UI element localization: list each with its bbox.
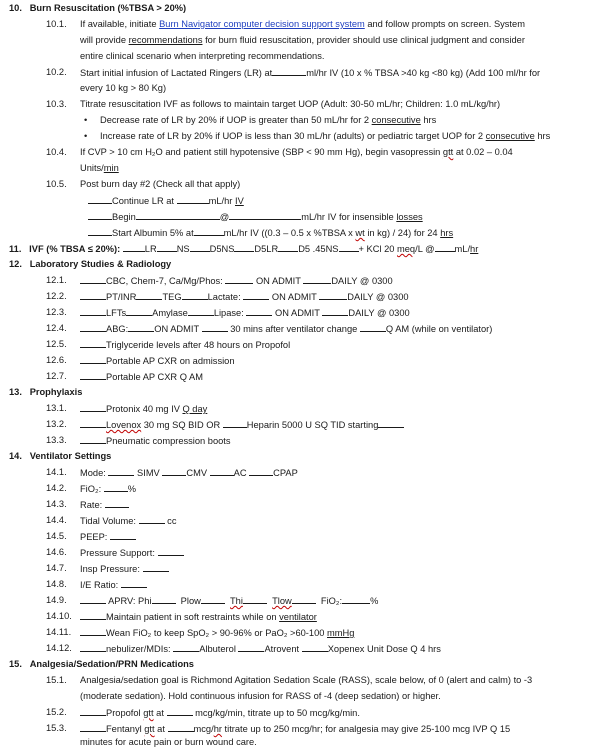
item-number: 14.3. (46, 499, 67, 509)
item-number: 14.6. (46, 547, 67, 557)
fill-blank[interactable] (110, 530, 136, 540)
item-number: 14.2. (46, 483, 67, 493)
item-text: Increase rate of LR by 20% if UOP is less than 30 mL/hr (adults) or pediatric target UOP for 2 consecutive hrs (100, 131, 551, 141)
item-number: 10.5. (46, 179, 67, 189)
checkbox-line: Start Albumin 5% at mL/hr IV ((0.3 – 0.5 x %TBSA x wt in kg) / 24) for 24 hrs (88, 226, 453, 239)
check-blank[interactable] (302, 642, 328, 652)
fill-blank[interactable] (167, 706, 193, 716)
check-blank[interactable] (80, 594, 106, 604)
item-text: Post burn day #2 (Check all that apply) (80, 179, 241, 189)
item-number: 14.8. (46, 579, 67, 589)
item-number: 14.12. (46, 643, 72, 653)
fill-blank[interactable] (243, 594, 267, 604)
item-number: 13.2. (46, 419, 67, 429)
fill-blank[interactable] (105, 498, 129, 508)
bullet: • (84, 131, 88, 141)
fill-blank[interactable] (278, 242, 298, 252)
checkbox-line: Continue LR at mL/hr IV (88, 194, 244, 207)
item-text: LFTs Amylase Lipase: ON ADMIT DAILY @ 0300 (80, 306, 410, 319)
item-text: Rate: (80, 498, 129, 511)
item-text: entire clinical scenario when interpreting recommendations. (80, 51, 325, 61)
check-blank[interactable] (80, 706, 106, 716)
section-header: 11. IVF (% TBSA ≤ 20%): LR NS D5NS D5LR D5 .45NS + KCl 20 meq/L @ mL/hr (9, 244, 479, 254)
fill-blank[interactable] (136, 210, 220, 220)
item-number: 14.10. (46, 611, 72, 621)
check-blank[interactable] (319, 290, 347, 300)
fill-blank[interactable] (190, 242, 210, 252)
check-blank[interactable] (173, 642, 199, 652)
check-blank[interactable] (303, 274, 331, 284)
item-number: 12.5. (46, 339, 67, 349)
bullet: • (84, 115, 88, 125)
item-text: every 10 kg > 80 Kg) (80, 83, 167, 93)
check-blank[interactable] (322, 306, 348, 316)
item-number: 15.3. (46, 723, 67, 733)
item-number: 12.1. (46, 275, 67, 285)
section-header (9, 2, 186, 14)
item-number: 10.2. (46, 67, 67, 77)
item-text: (moderate sedation). Hold continuous infusion for RASS of -4 (deep sedation) or higher. (80, 691, 441, 701)
check-blank[interactable] (128, 322, 154, 332)
item-text: FiO₂: % (80, 484, 137, 494)
item-text: nebulizer/MDIs: Albuterol Atrovent Xopenex Unit Dose Q 4 hrs (80, 642, 441, 655)
fill-blank[interactable] (139, 514, 165, 524)
item-text: Portable AP CXR Q AM (80, 370, 203, 383)
item-text: Fentanyl gtt at mcg/hr titrate up to 250 mcg/hr; for analgesia may give 25-100 mcg IVP Q 15 (80, 722, 510, 735)
fill-blank[interactable] (378, 418, 404, 428)
item-text: Protonix 40 mg IV Q day (80, 402, 207, 415)
check-blank[interactable] (80, 434, 106, 444)
item-text: Pneumatic compression boots (80, 434, 231, 447)
item-text: Tidal Volume: cc (80, 516, 177, 526)
fill-blank[interactable] (158, 546, 184, 556)
item-number: 10.3. (46, 99, 67, 109)
section-header: 15. Analgesia/Sedation/PRN Medications (9, 659, 194, 669)
item-number: 15.2. (46, 707, 67, 717)
check-blank[interactable] (225, 274, 253, 284)
check-blank[interactable] (126, 306, 152, 316)
section-header: 14. Ventilator Settings (9, 451, 112, 461)
checkbox-line: Begin @ mL/hr IV for insensible losses (88, 210, 423, 223)
item-text: Analgesia/sedation goal is Richmond Agitation Sedation Scale (RASS), scale below, of 0 (alert and calm) to -3 (80, 675, 533, 685)
fill-blank[interactable] (121, 578, 147, 588)
fill-blank[interactable] (342, 594, 370, 604)
check-blank[interactable] (108, 466, 134, 476)
item-text: Decrease rate of LR by 20% if UOP is greater than 50 mL/hr for 2 consecutive hrs (100, 115, 437, 125)
check-blank[interactable] (80, 402, 106, 412)
fill-blank[interactable] (339, 242, 359, 252)
item-number: 12.6. (46, 355, 67, 365)
burn-navigator-link[interactable]: Burn Navigator computer decision support system (159, 19, 365, 29)
item-text: Titrate resuscitation IVF as follows to maintain target UOP (Adult: 30-50 mL/hr; Children: 1.0 mL/kg/hr) (80, 99, 501, 109)
section-title: Burn Resuscitation (%TBSA > 20%) (29, 3, 187, 13)
check-blank[interactable] (80, 418, 106, 428)
item-text: Start initial infusion of Lactated Ringers (LR) at ml/hr IV (10 x % TBSA >40 kg <80 kg) (Add 100 ml/hr for (80, 68, 541, 78)
item-number: 14.4. (46, 515, 67, 525)
item-number: 14.11. (46, 627, 72, 637)
check-blank[interactable] (80, 610, 106, 620)
item-text: PT/INR TEG Lactate: ON ADMIT DAILY @ 0300 (80, 290, 409, 303)
check-blank[interactable] (88, 210, 112, 220)
item-text: Wean FiO₂ to keep SpO₂ > 90-96% or PaO₂ >60-100 mmHg (80, 626, 354, 639)
check-blank[interactable] (80, 338, 106, 348)
item-text: I/E Ratio: (80, 578, 147, 591)
item-text: If available, initiate Burn Navigator computer decision support system and follow prompts on screen. System (80, 19, 525, 29)
item-text: will provide recommendations for burn fluid resuscitation, provider should use clinical judgment and consider (80, 35, 525, 45)
item-text: Units/min (80, 163, 119, 173)
fill-blank[interactable] (152, 594, 176, 604)
item-number: 13.1. (46, 403, 67, 413)
check-blank[interactable] (80, 642, 106, 652)
item-text: PEEP: (80, 530, 136, 543)
item-text: ABG: ON ADMIT 30 mins after ventilator change Q AM (while on ventilator) (80, 322, 492, 335)
fill-blank[interactable] (177, 194, 209, 204)
item-text: Pressure Support: (80, 546, 184, 559)
item-text: Lovenox 30 mg SQ BID OR Heparin 5000 U SQ TID starting (80, 418, 404, 431)
item-number: 13.3. (46, 435, 67, 445)
item-number: 10.4. (46, 147, 67, 157)
item-number: 12.7. (46, 371, 67, 381)
check-blank[interactable] (80, 722, 106, 732)
fill-blank[interactable] (435, 242, 455, 252)
item-text: Mode: SIMV CMV AC CPAP (80, 468, 298, 478)
check-blank[interactable] (80, 354, 106, 364)
item-text: Triglyceride levels after 48 hours on Propofol (80, 338, 290, 351)
fill-blank[interactable] (201, 594, 225, 604)
check-blank[interactable] (360, 322, 386, 332)
item-number: 10.1. (46, 19, 67, 29)
item-text: Propofol gtt at mcg/kg/min, titrate up to 50 mcg/kg/min. (80, 706, 360, 719)
check-blank[interactable] (243, 290, 269, 300)
fill-blank[interactable] (104, 482, 128, 492)
check-blank[interactable] (223, 418, 247, 428)
check-blank[interactable] (80, 322, 106, 332)
lr-rate-blank[interactable] (272, 66, 306, 76)
check-blank[interactable] (238, 642, 264, 652)
item-number: 12.2. (46, 291, 67, 301)
check-blank[interactable] (246, 306, 272, 316)
item-text: minutes for acute pain or burn wound care. (80, 737, 257, 747)
fill-blank[interactable] (168, 722, 194, 732)
item-text: APRV: Phi Plow Thi Tlow FiO₂: % (80, 594, 378, 607)
check-blank[interactable] (210, 466, 234, 476)
fill-blank[interactable] (234, 242, 254, 252)
check-blank[interactable] (80, 370, 106, 380)
check-blank[interactable] (188, 306, 214, 316)
check-blank[interactable] (80, 306, 106, 316)
item-text: Portable AP CXR on admission (80, 354, 235, 367)
check-blank[interactable] (182, 290, 208, 300)
fill-blank[interactable] (143, 562, 169, 572)
item-text: If CVP > 10 cm H₂O and patient still hypotensive (SBP < 90 mm Hg), begin vasopressin gtt at 0.02 – 0.04 (80, 147, 513, 157)
check-blank[interactable] (88, 226, 112, 236)
fill-blank[interactable] (229, 210, 301, 220)
section-header: 12. Laboratory Studies & Radiology (9, 259, 172, 269)
check-blank[interactable] (136, 290, 162, 300)
item-number: 14.1. (46, 467, 67, 477)
item-text: Maintain patient in soft restraints while on ventilator (80, 610, 317, 623)
check-blank[interactable] (80, 290, 106, 300)
fill-blank[interactable] (157, 242, 177, 252)
fill-blank[interactable] (292, 594, 316, 604)
item-number: 12.3. (46, 307, 67, 317)
check-blank[interactable] (202, 322, 228, 332)
check-blank[interactable] (162, 466, 186, 476)
item-number: 12.4. (46, 323, 67, 333)
item-text: CBC, Chem-7, Ca/Mg/Phos: ON ADMIT DAILY @ 0300 (80, 274, 393, 287)
fill-blank[interactable] (123, 242, 145, 252)
fill-blank[interactable] (194, 226, 224, 236)
check-blank[interactable] (80, 274, 106, 284)
item-text: Insp Pressure: (80, 562, 169, 575)
item-number: 14.5. (46, 531, 67, 541)
item-number: 14.9. (46, 595, 67, 605)
item-number: 14.7. (46, 563, 67, 573)
check-blank[interactable] (88, 194, 112, 204)
check-blank[interactable] (80, 626, 106, 636)
item-number: 15.1. (46, 675, 67, 685)
section-number: 10. (9, 3, 22, 13)
check-blank[interactable] (249, 466, 273, 476)
section-header: 13. Prophylaxis (9, 387, 83, 397)
